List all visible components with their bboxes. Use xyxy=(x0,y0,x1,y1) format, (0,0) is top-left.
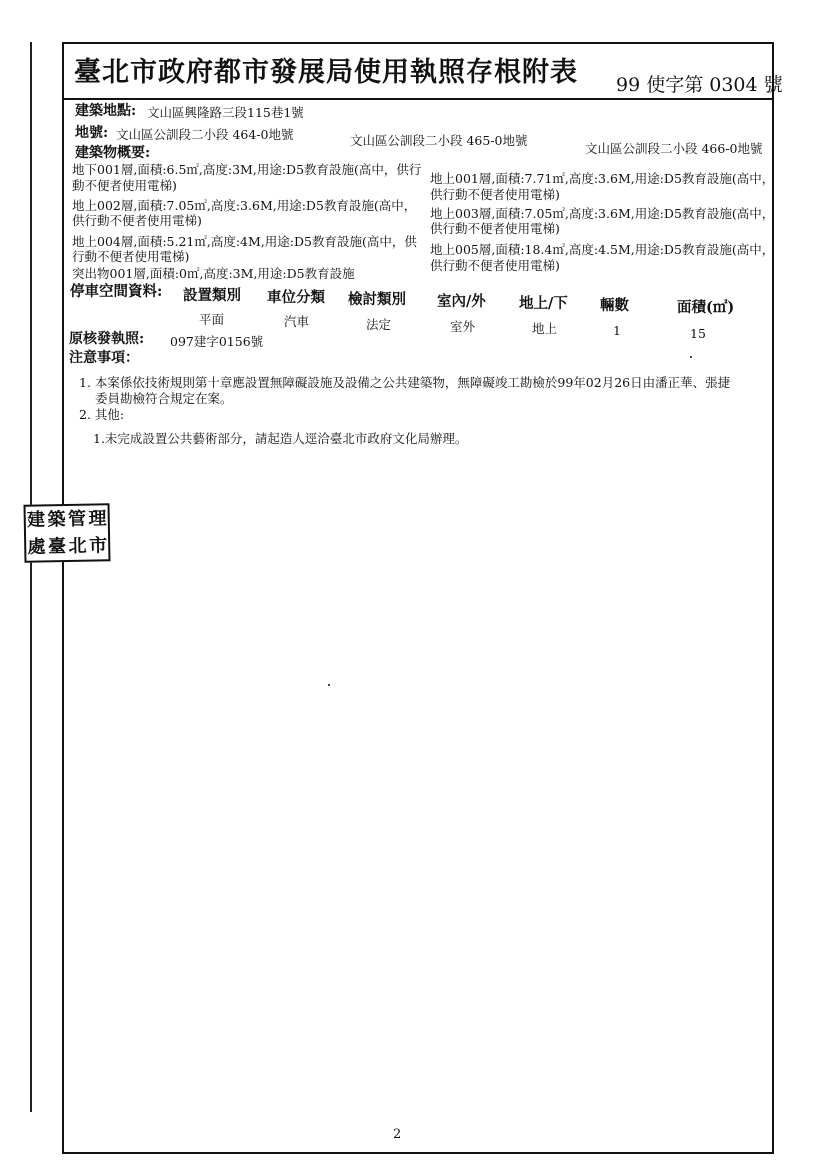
parking-header: 設置類別 xyxy=(183,287,241,304)
left-scan-edge xyxy=(30,42,32,1112)
floor-left-line: 地上004層,面積:5.21㎡,高度:4M,用途:D5教育設施(高中，供 xyxy=(72,234,417,249)
parking-header: 地上/下 xyxy=(519,295,568,312)
floor-right-line: 供行動不便者使用電梯) xyxy=(430,187,560,202)
parking-cell: 汽車 xyxy=(284,314,310,329)
notes-label: 注意事項： xyxy=(69,350,139,366)
header-divider xyxy=(62,98,774,100)
lot-item-3: 文山區公訓段二小段 466-0地號 xyxy=(585,141,763,156)
location-value: 文山區興隆路三段115巷1號 xyxy=(147,105,304,120)
note-line: 委員勘檢符合規定在案。 xyxy=(95,391,233,406)
parking-header: 輛數 xyxy=(600,297,629,314)
floor-left-line: 動不便者使用電梯) xyxy=(72,178,177,193)
parking-cell: 室外 xyxy=(450,319,476,334)
floor-left-line: 地上002層,面積:7.05㎡,高度:3.6M,用途:D5教育設施(高中， xyxy=(72,198,417,213)
parking-header: 車位分類 xyxy=(267,289,325,306)
floor-right-line: 地上005層,面積:18.4㎡,高度:4.5M,用途:D5教育設施(高中， xyxy=(430,242,775,257)
note-line: 1.未完成設置公共藝術部分，請起造人逕洽臺北市政府文化局辦理。 xyxy=(93,431,468,446)
lot-item-2: 文山區公訓段二小段 465-0地號 xyxy=(350,133,528,148)
lot-item-1: 文山區公訓段二小段 464-0地號 xyxy=(116,127,294,142)
parking-cell: 地上 xyxy=(532,321,558,336)
parking-cell: 15 xyxy=(690,326,706,341)
original-permit-value: 097建字0156號 xyxy=(170,334,264,349)
floor-left-line: 行動不便者使用電梯) xyxy=(72,249,190,264)
permit-number: 99 使字第 0304 號 xyxy=(616,74,783,96)
parking-cell: 1 xyxy=(613,323,621,338)
location-label: 建築地點: xyxy=(75,103,137,119)
original-permit-label: 原核發執照: xyxy=(69,331,145,347)
note-line: 1. 本案係依技術規則第十章應設置無障礙設施及設備之公共建築物，無障礙竣工勘檢於99年02月26日由潘正華、張捷 xyxy=(79,375,731,390)
floor-right-line: 地上003層,面積:7.05㎡,高度:3.6M,用途:D5教育設施(高中， xyxy=(430,206,775,221)
lot-label: 地號: xyxy=(75,125,109,141)
floor-left-line: 供行動不便者使用電梯) xyxy=(72,213,202,228)
note-line: 2. 其他: xyxy=(79,407,125,422)
scan-speck xyxy=(690,356,692,358)
parking-label: 停車空間資料: xyxy=(70,283,163,300)
floor-right-line: 地上001層,面積:7.71㎡,高度:3.6M,用途:D5教育設施(高中， xyxy=(430,171,775,186)
page-number: 2 xyxy=(393,1127,402,1142)
parking-header: 室內/外 xyxy=(437,293,486,310)
bottom-border xyxy=(62,1152,774,1154)
floor-left-line: 地下001層,面積:6.5㎡,高度:3M,用途:D5教育設施(高中，供行 xyxy=(72,162,422,177)
scan-speck xyxy=(328,684,330,686)
official-seal: 建 築 管 理 處 臺 北 市 xyxy=(24,503,111,562)
floor-right-line: 供行動不便者使用電梯) xyxy=(430,258,560,273)
summary-label: 建築物概要: xyxy=(75,145,151,161)
document-title: 臺北市政府都市發展局使用執照存根附表 xyxy=(74,57,578,88)
parking-cell: 平面 xyxy=(199,312,225,327)
parking-cell: 法定 xyxy=(366,317,392,332)
parking-header: 面積(㎡) xyxy=(677,299,735,316)
floor-left-line: 突出物001層,面積:0㎡,高度:3M,用途:D5教育設施 xyxy=(72,266,355,281)
parking-header: 檢討類別 xyxy=(348,291,406,308)
floor-right-line: 供行動不便者使用電梯) xyxy=(430,221,560,236)
